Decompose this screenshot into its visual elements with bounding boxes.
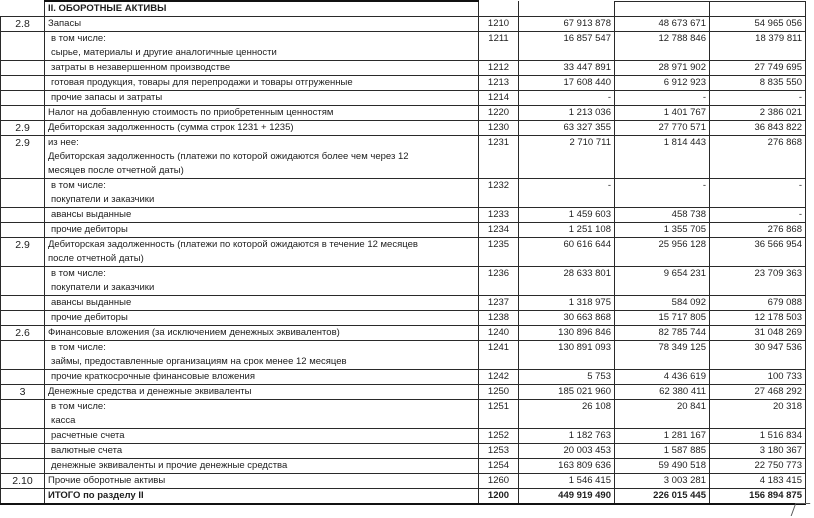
line-item-text: прочие дебиторы <box>51 224 128 235</box>
section-number <box>1 444 45 459</box>
line-item-name <box>45 121 479 136</box>
line-item-text: Налог на добавленную стоимость по приобретенным ценностям <box>48 107 334 118</box>
line-item-name <box>45 400 479 429</box>
value-period-3: 679 088 <box>710 296 806 311</box>
value-period-3: 54 965 056 <box>710 17 806 32</box>
value-period-1: 163 809 636 <box>519 459 615 474</box>
section-title: II. ОБОРОТНЫЕ АКТИВЫ <box>45 1 479 17</box>
value-period-3: 27 749 695 <box>710 61 806 76</box>
section-number <box>1 61 45 76</box>
value-period-1: - <box>519 179 615 208</box>
table-row <box>1 121 806 136</box>
value-period-2: 6 912 923 <box>615 76 710 91</box>
scan-corner-mark <box>791 503 811 516</box>
value-period-1: 20 003 453 <box>519 444 615 459</box>
table-row <box>1 267 806 296</box>
value-period-3: 12 178 503 <box>710 311 806 326</box>
table-row <box>1 17 806 32</box>
value-period-3: 22 750 773 <box>710 459 806 474</box>
value-period-1: 1 546 415 <box>519 474 615 489</box>
section-number: 2.9 <box>1 136 45 179</box>
line-item-text: денежные эквиваленты и прочие денежные средства <box>51 460 288 471</box>
line-code: 1233 <box>479 208 519 223</box>
table-row <box>1 76 806 91</box>
table-row <box>1 208 806 223</box>
section-number <box>1 267 45 296</box>
value-period-3: 4 183 415 <box>710 474 806 489</box>
line-code: 1237 <box>479 296 519 311</box>
value-period-2: 1 814 443 <box>615 136 710 179</box>
value-period-1: 449 919 490 <box>519 489 615 505</box>
value-period-2: 1 355 705 <box>615 223 710 238</box>
table-row <box>1 61 806 76</box>
line-item-text: из нее: <box>48 137 79 148</box>
total-row <box>1 489 806 505</box>
line-item-text: в том числе: <box>51 342 106 353</box>
value-period-2: 27 770 571 <box>615 121 710 136</box>
line-item-name <box>45 311 479 326</box>
value-period-2: 28 971 902 <box>615 61 710 76</box>
value-period-2: 25 956 128 <box>615 238 710 267</box>
section-number <box>1 429 45 444</box>
line-code: 1211 <box>479 32 519 61</box>
line-code: 1250 <box>479 385 519 400</box>
value-period-2: 15 717 805 <box>615 311 710 326</box>
line-code: 1213 <box>479 76 519 91</box>
line-item-text: валютные счета <box>51 445 123 456</box>
section-number: 2.9 <box>1 121 45 136</box>
value-period-1: 1 213 036 <box>519 106 615 121</box>
table-row <box>1 474 806 489</box>
value-period-1: 67 913 878 <box>519 17 615 32</box>
table-row <box>1 385 806 400</box>
line-code: 1260 <box>479 474 519 489</box>
header-v2-cell <box>615 1 710 17</box>
line-item-text: в том числе: <box>51 401 106 412</box>
table-row <box>1 179 806 208</box>
line-item-text: Прочие оборотные активы <box>48 475 166 486</box>
line-code: 1235 <box>479 238 519 267</box>
line-item-text: займы, предоставленные организациям на срок менее 12 месяцев <box>51 356 347 367</box>
value-period-1: 1 251 108 <box>519 223 615 238</box>
value-period-2: 458 738 <box>615 208 710 223</box>
value-period-2: 78 349 125 <box>615 341 710 370</box>
value-period-3: 36 566 954 <box>710 238 806 267</box>
value-period-2: 226 015 445 <box>615 489 710 505</box>
line-item-text: прочие запасы и затраты <box>51 92 163 103</box>
value-period-3: 276 868 <box>710 136 806 179</box>
header-v3-cell <box>710 1 806 17</box>
value-period-1: 26 108 <box>519 400 615 429</box>
value-period-1: 130 891 093 <box>519 341 615 370</box>
line-item-text: авансы выданные <box>51 297 132 308</box>
line-item-name <box>45 223 479 238</box>
line-code: 1241 <box>479 341 519 370</box>
value-period-3: 156 894 875 <box>710 489 806 505</box>
line-item-name <box>45 489 479 505</box>
line-item-text: в том числе: <box>51 33 106 44</box>
section-number <box>1 341 45 370</box>
line-item-name <box>45 296 479 311</box>
line-item-name <box>45 32 479 61</box>
value-period-3: - <box>710 208 806 223</box>
line-item-name <box>45 61 479 76</box>
line-code: 1220 <box>479 106 519 121</box>
value-period-3: 3 180 367 <box>710 444 806 459</box>
line-item-text: Дебиторская задолженность (сумма строк 1231 + 1235) <box>48 122 294 133</box>
value-period-3: 8 835 550 <box>710 76 806 91</box>
value-period-3: 2 386 021 <box>710 106 806 121</box>
section-number <box>1 489 45 505</box>
value-period-1: 33 447 891 <box>519 61 615 76</box>
line-item-text: сырье, материалы и другие аналогичные ценности <box>51 47 277 58</box>
line-item-name <box>45 91 479 106</box>
line-code: 1236 <box>479 267 519 296</box>
section-number-cell <box>1 1 45 17</box>
line-code: 1210 <box>479 17 519 32</box>
value-period-1: 1 459 603 <box>519 208 615 223</box>
line-item-name <box>45 106 479 121</box>
value-period-3: 27 468 292 <box>710 385 806 400</box>
value-period-2: 48 673 671 <box>615 17 710 32</box>
table-row <box>1 296 806 311</box>
value-period-1: - <box>519 91 615 106</box>
line-item-text: после отчетной даты) <box>48 253 144 264</box>
line-item-name <box>45 341 479 370</box>
value-period-1: 28 633 801 <box>519 267 615 296</box>
section-number: 3 <box>1 385 45 400</box>
line-item-text: затраты в незавершенном производстве <box>51 62 231 73</box>
line-code: 1254 <box>479 459 519 474</box>
section-number <box>1 296 45 311</box>
value-period-1: 30 663 868 <box>519 311 615 326</box>
section-number <box>1 208 45 223</box>
line-code: 1232 <box>479 179 519 208</box>
section-number: 2.6 <box>1 326 45 341</box>
section-number: 2.9 <box>1 238 45 267</box>
line-item-name <box>45 208 479 223</box>
value-period-1: 130 896 846 <box>519 326 615 341</box>
line-code: 1240 <box>479 326 519 341</box>
value-period-2: 1 401 767 <box>615 106 710 121</box>
line-item-text: Дебиторская задолженность (платежи по которой ожидаются в течение 12 месяцев <box>48 239 418 250</box>
line-item-name <box>45 17 479 32</box>
line-item-text: в том числе: <box>51 180 106 191</box>
section-number <box>1 370 45 385</box>
value-period-1: 60 616 644 <box>519 238 615 267</box>
section-number: 2.10 <box>1 474 45 489</box>
line-item-text: готовая продукция, товары для перепродажи и товары отгруженные <box>51 77 353 88</box>
value-period-2: - <box>615 91 710 106</box>
value-period-1: 63 327 355 <box>519 121 615 136</box>
line-code: 1231 <box>479 136 519 179</box>
line-item-text: в том числе: <box>51 268 106 279</box>
line-item-text: покупатели и заказчики <box>51 282 155 293</box>
line-code: 1214 <box>479 91 519 106</box>
table-row <box>1 311 806 326</box>
value-period-2: 59 490 518 <box>615 459 710 474</box>
section-number <box>1 223 45 238</box>
value-period-2: 4 436 619 <box>615 370 710 385</box>
table-row <box>1 238 806 267</box>
value-period-3: 20 318 <box>710 400 806 429</box>
line-item-name <box>45 370 479 385</box>
value-period-2: 584 092 <box>615 296 710 311</box>
value-period-2: 1 587 885 <box>615 444 710 459</box>
line-item-name <box>45 179 479 208</box>
line-item-name <box>45 444 479 459</box>
value-period-2: 9 654 231 <box>615 267 710 296</box>
value-period-3: - <box>710 91 806 106</box>
value-period-3: 1 516 834 <box>710 429 806 444</box>
value-period-1: 1 182 763 <box>519 429 615 444</box>
section-number <box>1 32 45 61</box>
table-row <box>1 106 806 121</box>
line-item-text: Финансовые вложения (за исключением денежных эквивалентов) <box>48 327 340 338</box>
line-code: 1253 <box>479 444 519 459</box>
line-item-name <box>45 238 479 267</box>
value-period-3: 31 048 269 <box>710 326 806 341</box>
value-period-3: 23 709 363 <box>710 267 806 296</box>
line-item-text: ИТОГО по разделу II <box>48 490 144 501</box>
line-item-text: месяцев после отчетной даты) <box>48 165 184 176</box>
line-item-text: Денежные средства и денежные эквиваленты <box>48 386 252 397</box>
section-number <box>1 106 45 121</box>
line-item-name <box>45 385 479 400</box>
section-number <box>1 459 45 474</box>
line-item-text: покупатели и заказчики <box>51 194 155 205</box>
table-row <box>1 459 806 474</box>
value-period-1: 2 710 711 <box>519 136 615 179</box>
section-number <box>1 179 45 208</box>
line-item-name <box>45 459 479 474</box>
line-item-name <box>45 474 479 489</box>
line-item-name <box>45 429 479 444</box>
line-item-text: прочие дебиторы <box>51 312 128 323</box>
value-period-1: 5 753 <box>519 370 615 385</box>
line-item-text: касса <box>51 415 76 426</box>
line-code: 1212 <box>479 61 519 76</box>
line-item-text: расчетные счета <box>51 430 125 441</box>
line-code: 1242 <box>479 370 519 385</box>
line-code: 1234 <box>479 223 519 238</box>
table-row <box>1 223 806 238</box>
line-code: 1200 <box>479 489 519 505</box>
line-item-text: Запасы <box>48 18 82 29</box>
table-row <box>1 91 806 106</box>
value-period-2: 62 380 411 <box>615 385 710 400</box>
value-period-1: 16 857 547 <box>519 32 615 61</box>
value-period-3: 100 733 <box>710 370 806 385</box>
value-period-2: 3 003 281 <box>615 474 710 489</box>
table-row <box>1 341 806 370</box>
value-period-1: 1 318 975 <box>519 296 615 311</box>
value-period-3: 36 843 822 <box>710 121 806 136</box>
section-number <box>1 76 45 91</box>
line-item-name <box>45 326 479 341</box>
section-header-row <box>1 1 806 17</box>
value-period-2: 1 281 167 <box>615 429 710 444</box>
section-number <box>1 311 45 326</box>
line-item-name <box>45 136 479 179</box>
line-code: 1230 <box>479 121 519 136</box>
table-row <box>1 429 806 444</box>
value-period-3: 30 947 536 <box>710 341 806 370</box>
value-period-3: - <box>710 179 806 208</box>
table-row <box>1 32 806 61</box>
section-number <box>1 400 45 429</box>
header-code-cell <box>479 1 519 17</box>
line-item-name <box>45 267 479 296</box>
value-period-1: 185 021 960 <box>519 385 615 400</box>
table-row <box>1 370 806 385</box>
line-code: 1252 <box>479 429 519 444</box>
header-v1-cell <box>519 1 615 17</box>
value-period-2: 82 785 744 <box>615 326 710 341</box>
table-row <box>1 400 806 429</box>
line-item-name <box>45 76 479 91</box>
value-period-2: 20 841 <box>615 400 710 429</box>
line-item-text: Дебиторская задолженность (платежи по которой ожидаются более чем через 12 <box>48 151 409 162</box>
line-code: 1238 <box>479 311 519 326</box>
table-row <box>1 444 806 459</box>
table-row <box>1 326 806 341</box>
line-item-text: авансы выданные <box>51 209 132 220</box>
value-period-2: - <box>615 179 710 208</box>
value-period-3: 18 379 811 <box>710 32 806 61</box>
section-number <box>1 91 45 106</box>
value-period-2: 12 788 846 <box>615 32 710 61</box>
line-item-text: прочие краткосрочные финансовые вложения <box>51 371 255 382</box>
value-period-1: 17 608 440 <box>519 76 615 91</box>
value-period-3: 276 868 <box>710 223 806 238</box>
section-number: 2.8 <box>1 17 45 32</box>
table-body <box>1 1 806 504</box>
table-row <box>1 136 806 179</box>
line-code: 1251 <box>479 400 519 429</box>
